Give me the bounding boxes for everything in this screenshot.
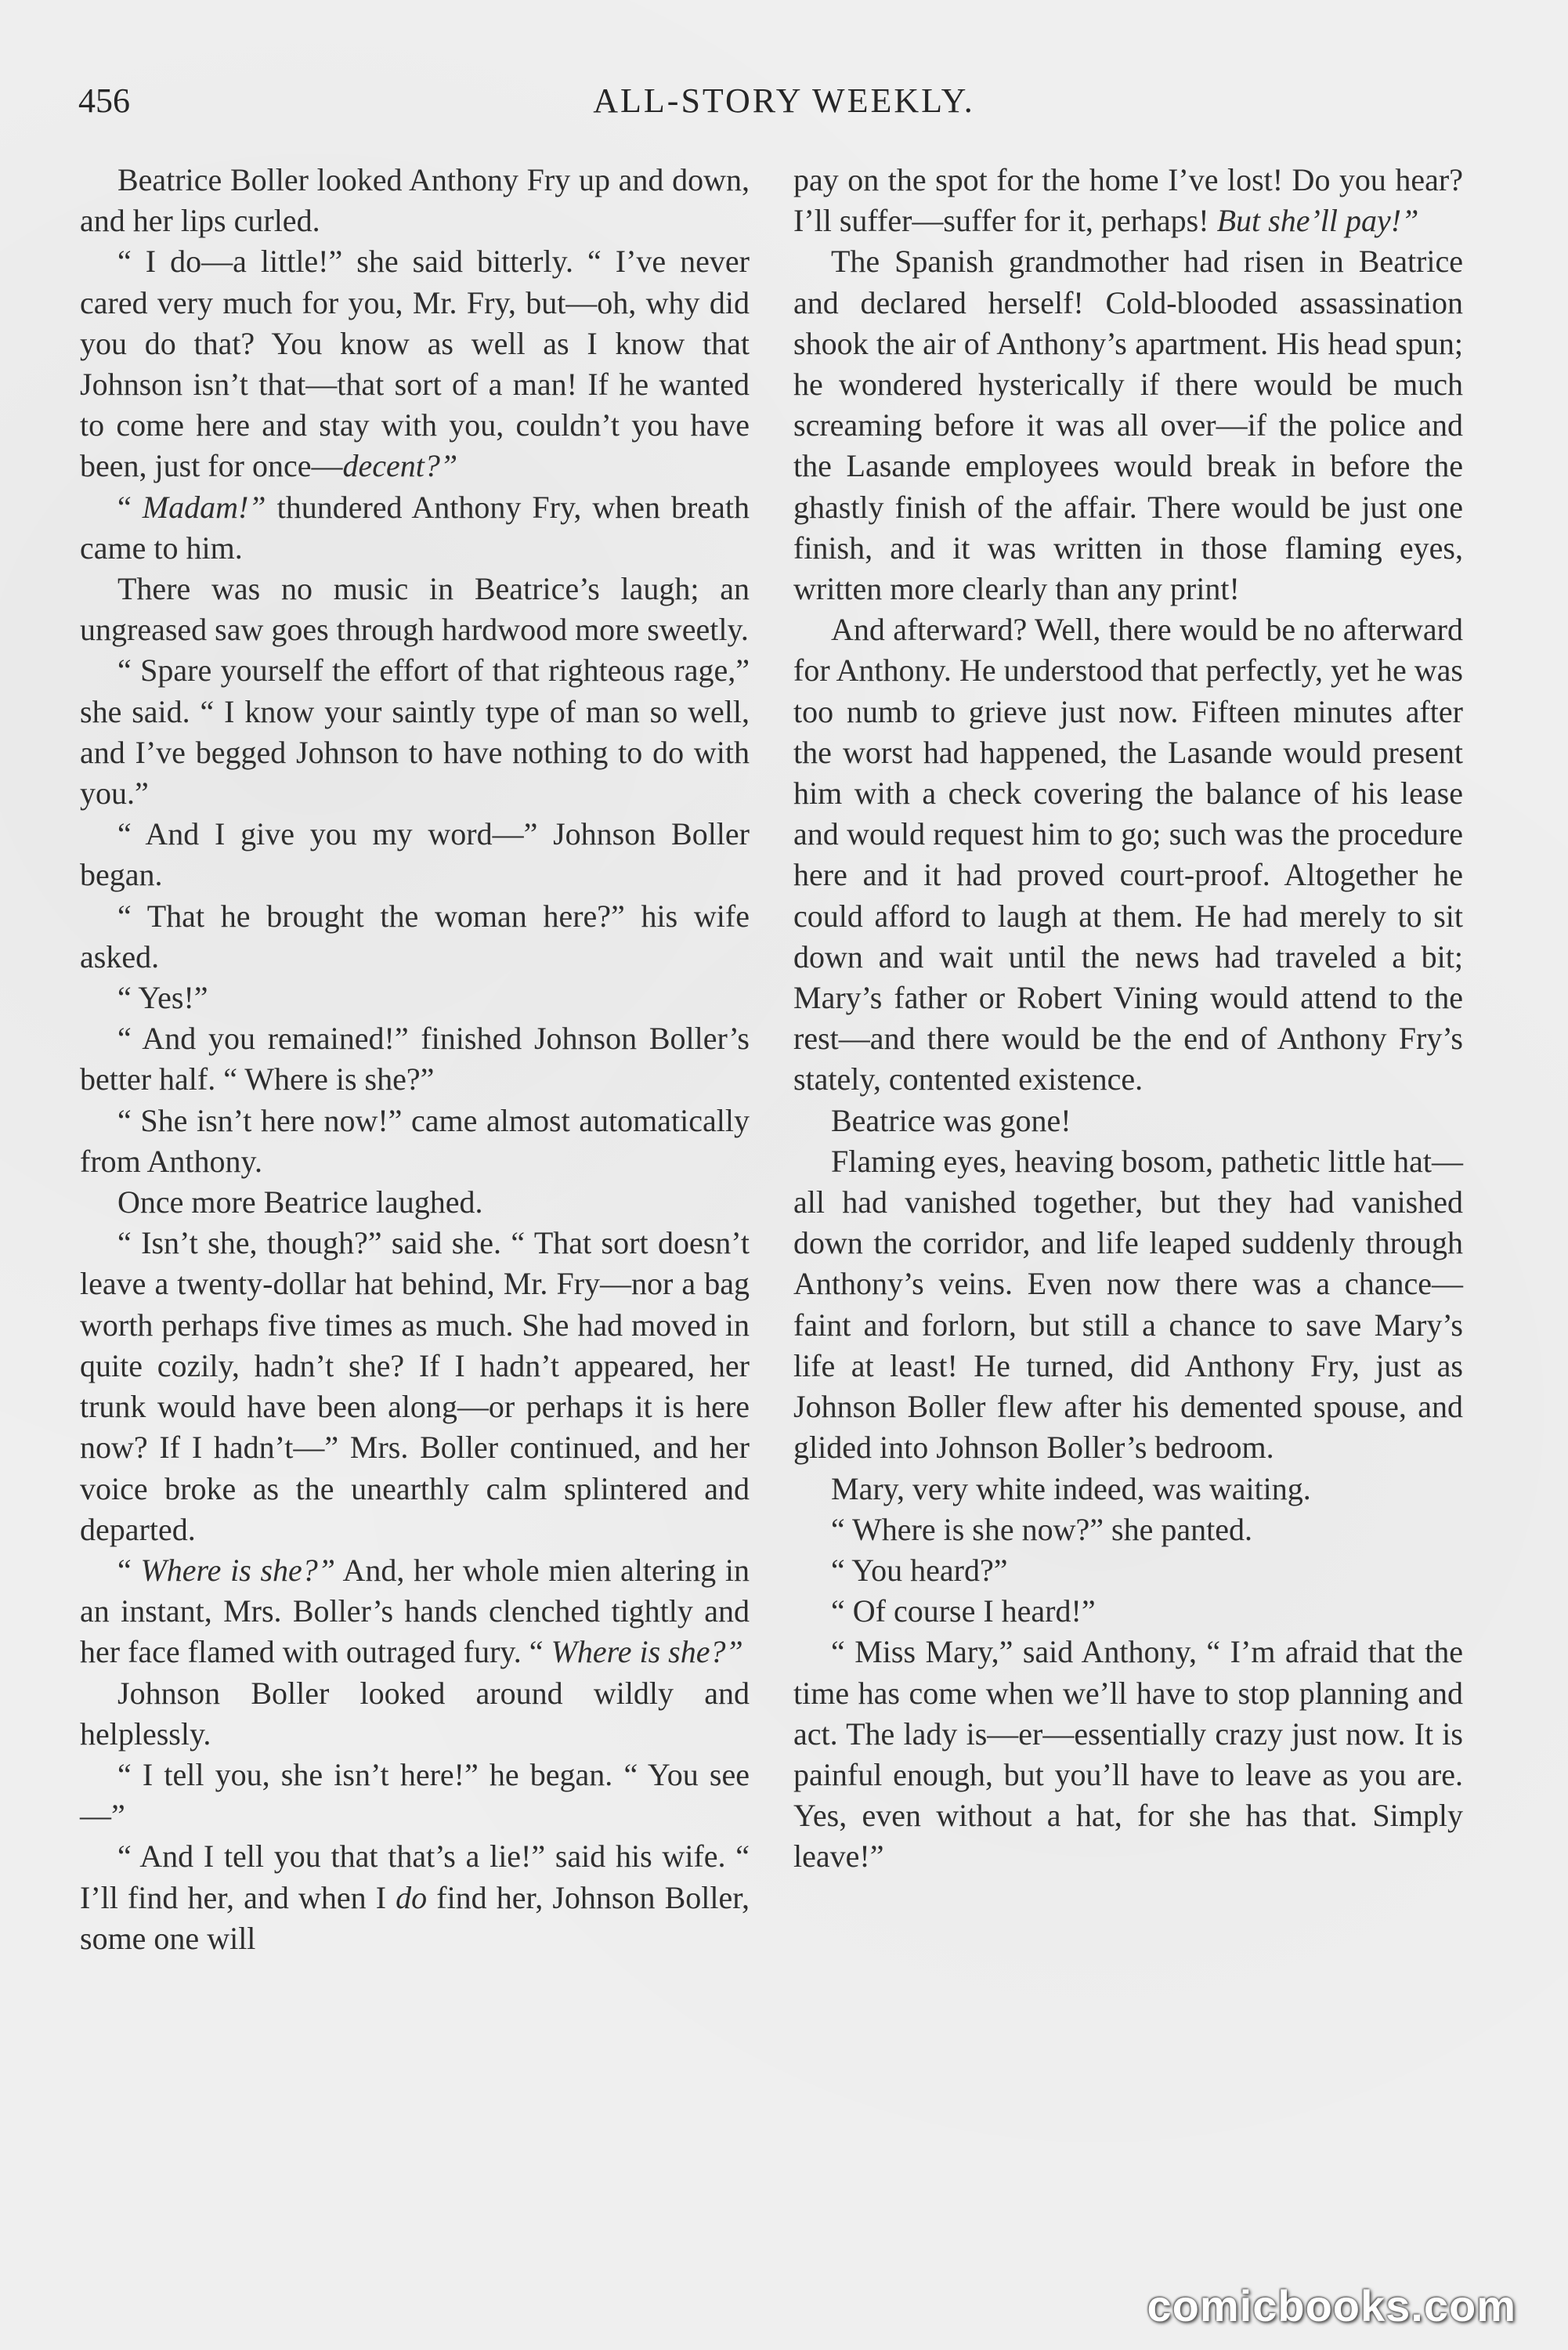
text-run: “ Isn’t she, though?” said she. “ That sort doesn’t leave a twenty-dollar hat behind, Mr. Fry—nor a bag worth perhaps five times as much. She had moved in quite cozily, hadn’t she? If I hadn’t appeared, her trunk would have been along—or perhaps it is here now? If I hadn’t—” Mrs. Boller continued, and her voice broke as the unearthly calm splintered and departed.: [80, 1225, 750, 1547]
text-run: “ Of course I heard!”: [831, 1593, 1096, 1629]
text-run: “ I tell you, she isn’t here!” he began. “ You see—”: [80, 1756, 750, 1834]
paragraph: [793, 1469, 1463, 1509]
text-run: “ Where is she now?” she panted.: [831, 1511, 1252, 1547]
text-run: pay on the spot for the home I’ve lost! Do you hear? I’ll suffer—suffer for it, perhaps!: [793, 162, 1463, 239]
paragraph: [80, 1550, 750, 1673]
italic-text: Where is she?”: [140, 1552, 336, 1588]
text-run: “ That he brought the woman here?” his wife asked.: [80, 898, 750, 974]
paragraph: [793, 1141, 1463, 1469]
text-run: And, her whole mien altering in an instant, Mrs. Boller’s hands clenched tightly and her face flamed with outraged fury. “: [80, 1552, 750, 1670]
text-run: Beatrice Boller looked Anthony Fry up and down, and her lips curled.: [80, 162, 750, 239]
italic-text: But she’ll pay!”: [1216, 203, 1419, 239]
paragraph: [80, 1101, 750, 1182]
paragraph: [80, 1836, 750, 1959]
right-column: [793, 160, 1463, 1878]
running-head: ALL-STORY WEEKLY.: [593, 81, 975, 120]
text-run: “ She isn’t here now!” came almost automatically from Anthony.: [80, 1102, 750, 1179]
text-run: Beatrice was gone!: [831, 1102, 1071, 1138]
paragraph: [80, 1018, 750, 1100]
text-run: “ Miss Mary,” said Anthony, “ I’m afraid that the time has come when we’ll have to stop planning and act. The lady is—er—essentially crazy just now. It is painful enough, but you’ll have to leave as you are. Yes, even without a hat, for she has that. Simply leave!”: [793, 1634, 1463, 1875]
paragraph: [80, 1223, 750, 1550]
text-run: The Spanish grandmother had risen in Beatrice and declared herself! Cold-blooded assassination shook the air of Anthony’s apartment. His head spun; he wondered hysterically if there would be much screaming before it was all over—if the police and the Lasande employees would break in before the ghastly finish of the affair. There would be just one finish, and it was written in those flaming eyes, written more clearly than any print!: [793, 244, 1463, 607]
text-run: “ Spare yourself the effort of that righteous rage,” she said. “ I know your saintly type of man so well, and I’ve begged Johnson to have nothing to do with you.”: [80, 653, 750, 812]
paragraph: [793, 1509, 1463, 1550]
text-run: “ I do—a little!” she said bitterly. “ I’ve never cared very much for you, Mr. Fry, but—oh, why did you do that? You know as well as I know that Johnson isn’t that—that sort of a man! If he wanted to come here and stay with you, couldn’t you have been, just for once—: [80, 244, 750, 484]
paragraph: [793, 241, 1463, 609]
text-run: Johnson Boller looked around wildly and helplessly.: [80, 1675, 750, 1752]
paragraph: [793, 1632, 1463, 1877]
text-run: Flaming eyes, heaving bosom, pathetic little hat—all had vanished together, but they had vanished down the corridor, and life leaped suddenly through Anthony’s veins. Even now there was a chance—faint and forlorn, but still a chance to save Mary’s life at least! He turned, did Anthony Fry, just as Johnson Boller flew after his demented spouse, and glided into Johnson Boller’s bedroom.: [793, 1143, 1463, 1466]
text-run: “ And I tell you that that’s a lie!” said his wife. “ I’ll find her, and when I: [80, 1838, 750, 1915]
italic-text: Madam!”: [142, 489, 266, 525]
paragraph: [80, 814, 750, 895]
paragraph: [80, 160, 750, 241]
paragraph: [793, 1591, 1463, 1632]
paragraph: [80, 241, 750, 486]
paragraph: [793, 1550, 1463, 1591]
text-run: “ You heard?”: [831, 1552, 1008, 1588]
paragraph: [793, 160, 1463, 241]
paragraph: [793, 1101, 1463, 1141]
text-run: “: [117, 1552, 141, 1588]
italic-text: decent?”: [342, 448, 458, 484]
text-run: There was no music in Beatrice’s laugh; an ungreased saw goes through hardwood more sweetly.: [80, 571, 750, 648]
text-run: “ Yes!”: [117, 980, 208, 1016]
paragraph: [80, 1673, 750, 1755]
text-run: “ And you remained!” finished Johnson Boller’s better half. “ Where is she?”: [80, 1021, 750, 1097]
text-run: thundered Anthony Fry, when breath came to him.: [80, 489, 750, 566]
watermark-logo: comicbooks.com: [1147, 2281, 1516, 2330]
left-column: [80, 160, 750, 1959]
paragraph: [80, 978, 750, 1018]
paragraph: [80, 487, 750, 569]
paragraph: [80, 896, 750, 978]
text-run: Once more Beatrice laughed.: [117, 1184, 483, 1220]
page-number: 456: [78, 81, 130, 120]
paragraph: [793, 609, 1463, 1100]
italic-text: do: [396, 1879, 428, 1915]
paragraph: [80, 569, 750, 650]
text-run: And afterward? Well, there would be no afterward for Anthony. He understood that perfectly, yet he was too numb to grieve just now. Fifteen minutes after the worst had happened, the Lasande would present him with a check covering the balance of his lease and would request him to go; such was the procedure here and it had proved court-proof. Altogether he could afford to laugh at them. He had merely to sit down and wait until the news had traveled a bit; Mary’s father or Robert Vining would attend to the rest—and there would be the end of Anthony Fry’s stately, contented existence.: [793, 612, 1463, 1097]
paragraph: [80, 650, 750, 814]
text-run: “ And I give you my word—” Johnson Boller began.: [80, 816, 750, 893]
italic-text: Where is she?”: [551, 1634, 743, 1670]
text-run: “: [117, 489, 143, 525]
text-run: find her, Johnson Boller, some one will: [80, 1879, 750, 1956]
paragraph: [80, 1182, 750, 1223]
text-run: Mary, very white indeed, was waiting.: [831, 1470, 1311, 1506]
paragraph: [80, 1755, 750, 1836]
